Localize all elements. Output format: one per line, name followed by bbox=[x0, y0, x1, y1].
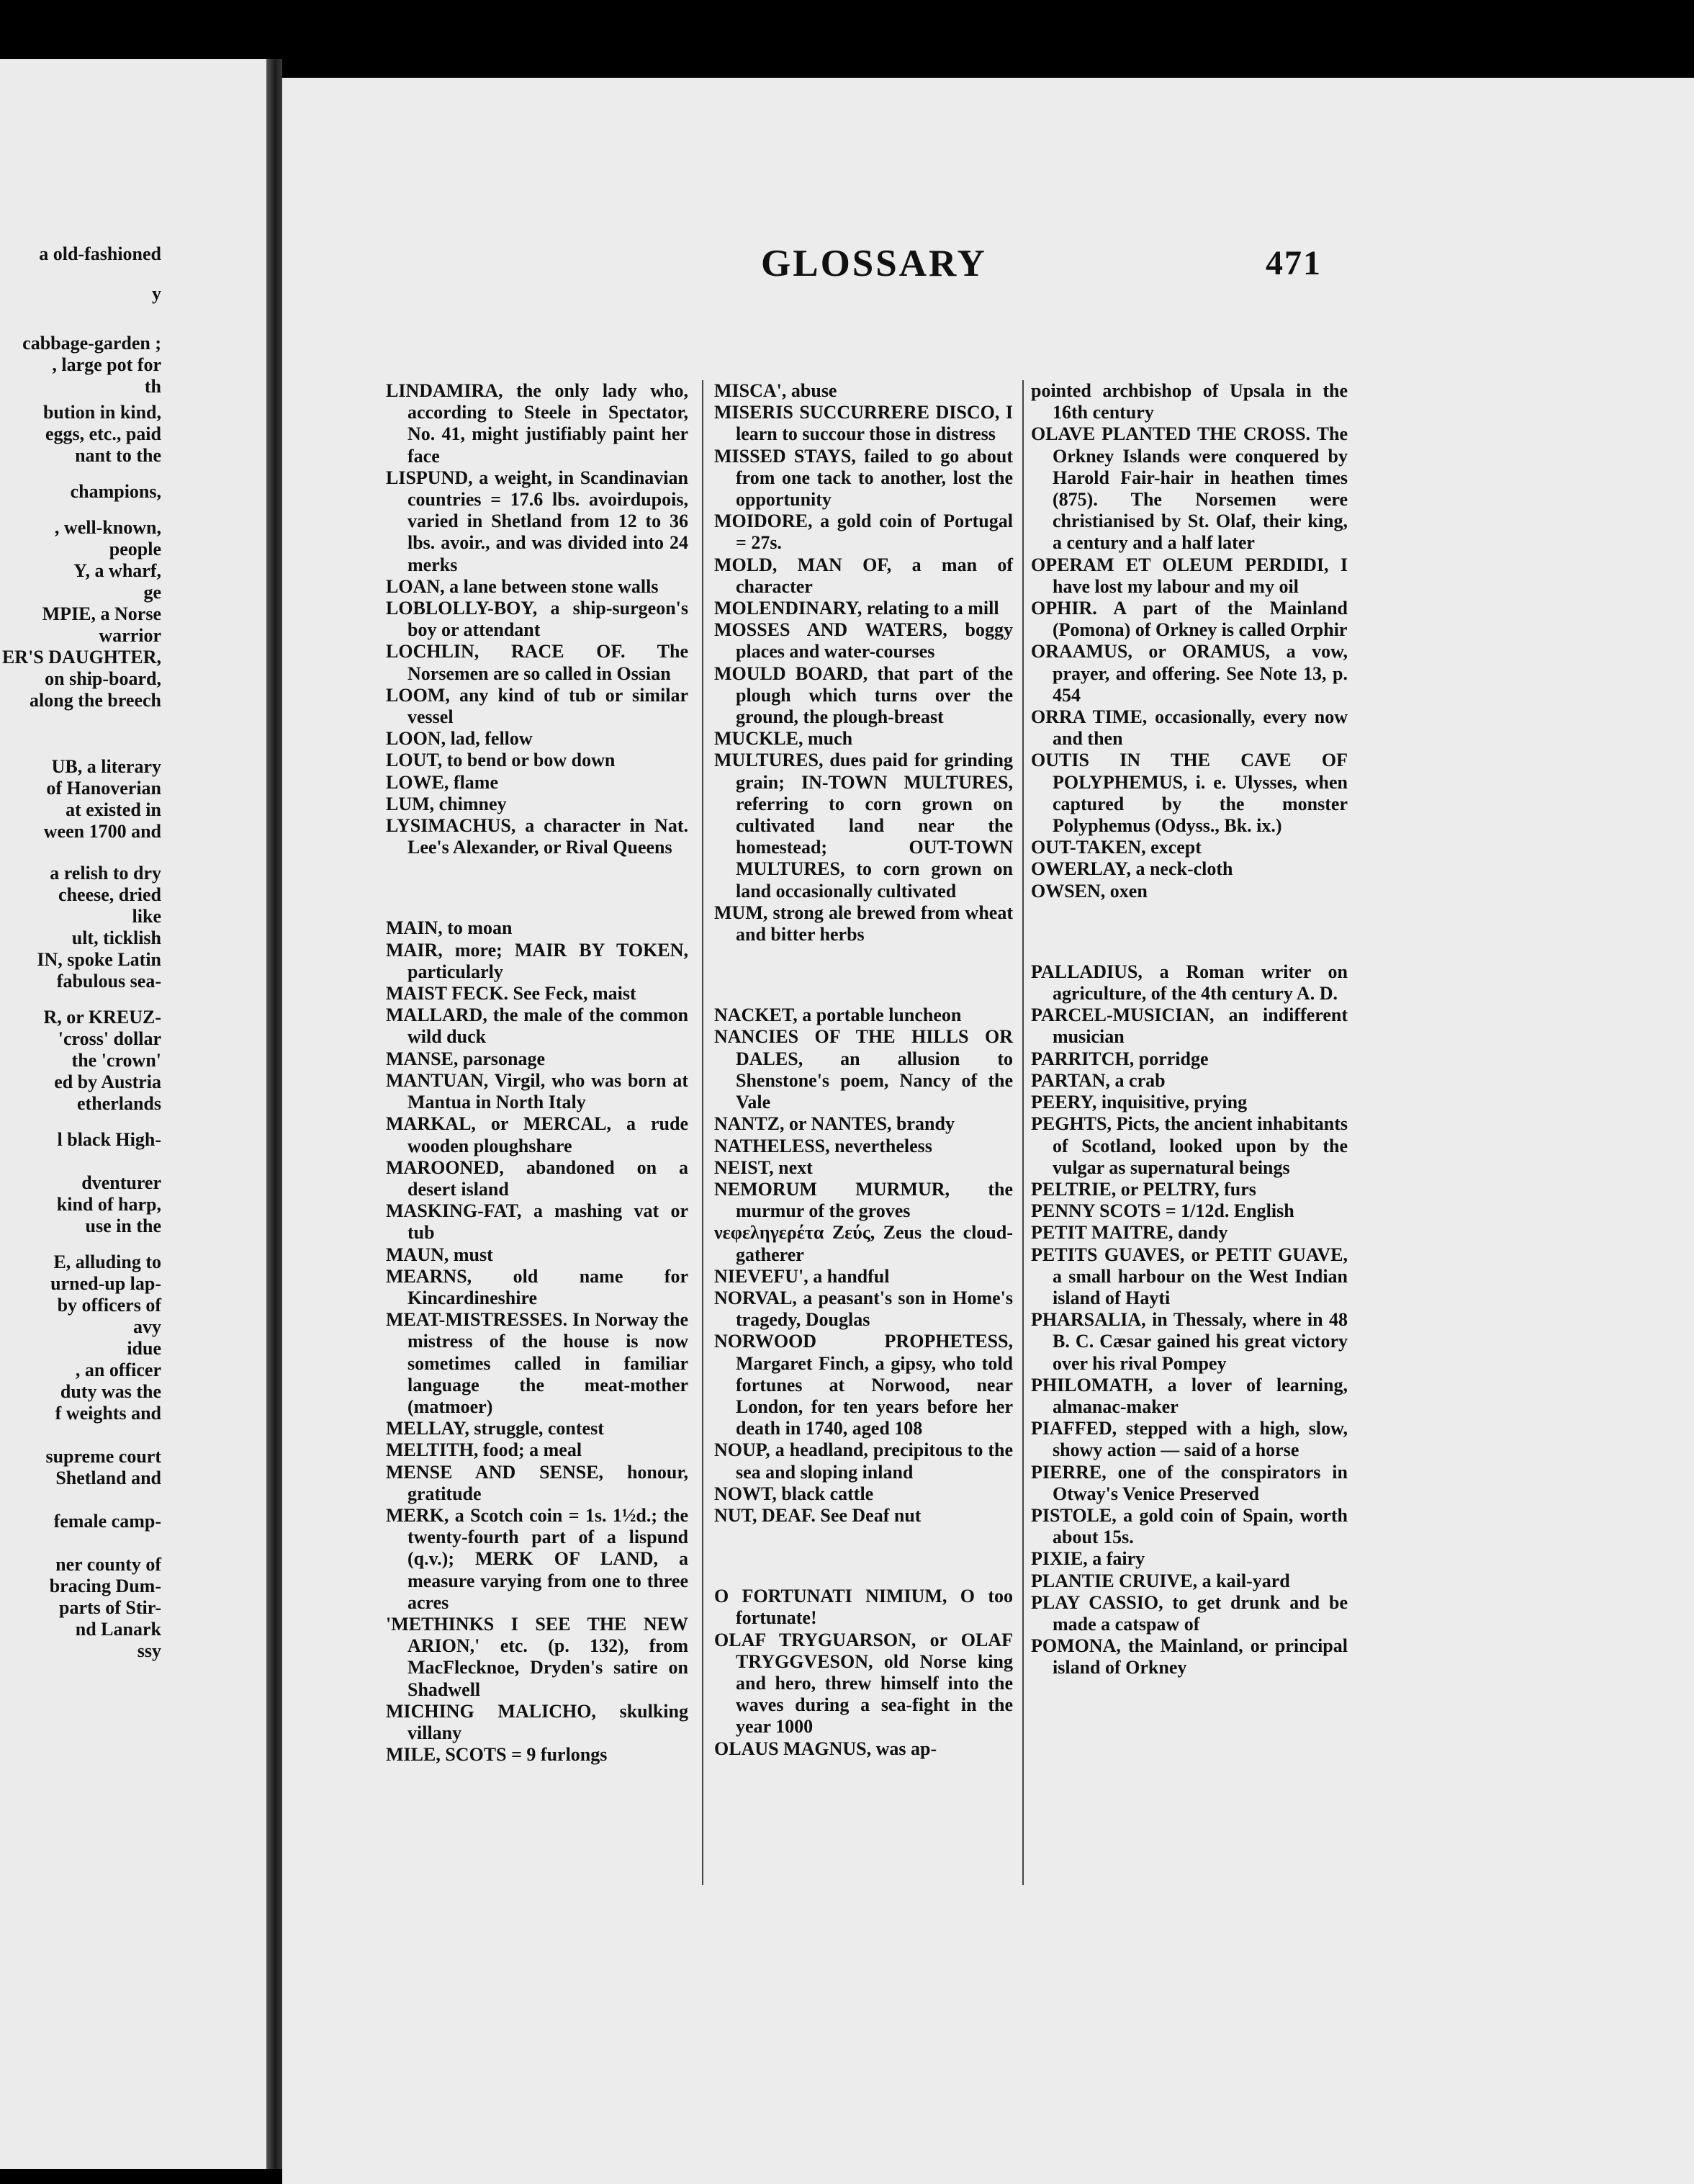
left-page-line: ge bbox=[143, 582, 161, 603]
glossary-entry: O FORTUNATI NIMIUM, O too fortunate! bbox=[714, 1586, 1013, 1629]
page-title: GLOSSARY bbox=[761, 243, 987, 284]
glossary-entry: LYSIMACHUS, a character in Nat. Lee's Alexander, or Rival Queens bbox=[386, 815, 688, 858]
glossary-column-2 bbox=[714, 380, 1013, 1760]
glossary-entry: PARRITCH, porridge bbox=[1031, 1048, 1209, 1069]
glossary-entry: PEGHTS, Picts, the ancient inhabitants of Scotland, looked upon by the vulgar as supernatural beings bbox=[1031, 1113, 1348, 1178]
left-page-line: bution in kind, bbox=[42, 402, 161, 423]
glossary-entry: pointed archbishop of Upsala in the 16th century bbox=[1031, 380, 1348, 423]
glossary-entry: LOOM, any kind of tub or similar vessel bbox=[386, 684, 688, 728]
left-page-line: ween 1700 and bbox=[43, 821, 161, 842]
glossary-page bbox=[282, 78, 1694, 2184]
glossary-entry: 'METHINKS I SEE THE NEW ARION,' etc. (p. 132), from MacFlecknoe, Dryden's satire on Shadwell bbox=[386, 1613, 688, 1700]
glossary-entry: MOLD, MAN OF, a man of character bbox=[714, 554, 1013, 597]
left-page-line: Y, a wharf, bbox=[73, 560, 161, 581]
left-page-line: on ship-board, bbox=[45, 668, 161, 689]
left-page-line: fabulous sea- bbox=[56, 971, 161, 992]
left-page-fragment bbox=[0, 59, 266, 2169]
glossary-entry: PISTOLE, a gold coin of Spain, worth about 15s. bbox=[1031, 1504, 1348, 1548]
glossary-entry: LOCHLIN, RACE OF. The Norsemen are so called in Ossian bbox=[386, 641, 688, 684]
section-break bbox=[714, 1545, 1013, 1567]
glossary-entry: POMONA, the Mainland, or principal island of Orkney bbox=[1031, 1635, 1348, 1679]
glossary-entry: PLANTIE CRUIVE, a kail-yard bbox=[1031, 1570, 1290, 1591]
glossary-entry: NACKET, a portable luncheon bbox=[714, 1005, 962, 1026]
left-page-line: use in the bbox=[85, 1215, 161, 1236]
glossary-entry: MOULD BOARD, that part of the plough which turns over the ground, the plough-breast bbox=[714, 662, 1013, 728]
glossary-entry: PIXIE, a fairy bbox=[1031, 1548, 1145, 1570]
glossary-entry: OUT-TAKEN, except bbox=[1031, 837, 1202, 858]
left-page-line: along the breech bbox=[30, 690, 161, 711]
glossary-entry: MENSE AND SENSE, honour, gratitude bbox=[386, 1461, 688, 1504]
glossary-entry: NANCIES OF THE HILLS OR DALES, an allusion to Shenstone's poem, Nancy of the Vale bbox=[714, 1026, 1013, 1113]
glossary-entry: PELTRIE, or PELTRY, furs bbox=[1031, 1178, 1256, 1200]
glossary-entry: MOLENDINARY, relating to a mill bbox=[714, 598, 999, 619]
glossary-entry: MAROONED, abandoned on a desert island bbox=[386, 1156, 688, 1200]
left-page-line: warrior bbox=[99, 625, 161, 646]
glossary-entry: MAIST FECK. See Feck, maist bbox=[386, 983, 636, 1005]
glossary-entry: MOSSES AND WATERS, boggy places and water-courses bbox=[714, 619, 1013, 662]
left-page-line: at existed in bbox=[66, 799, 161, 820]
left-page-line: ssy bbox=[137, 1640, 161, 1661]
glossary-entry: NATHELESS, nevertheless bbox=[714, 1135, 932, 1156]
glossary-entry: PENNY SCOTS = 1/12d. English bbox=[1031, 1200, 1294, 1222]
glossary-entry: PARCEL-MUSICIAN, an indifferent musician bbox=[1031, 1005, 1348, 1048]
glossary-entry: MASKING-FAT, a mashing vat or tub bbox=[386, 1200, 688, 1244]
glossary-entry: NORVAL, a peasant's son in Home's tragedy, Douglas bbox=[714, 1287, 1013, 1331]
left-page-line: l black High- bbox=[57, 1129, 161, 1150]
left-page-line: by officers of bbox=[57, 1295, 161, 1316]
glossary-entry: PETIT MAITRE, dandy bbox=[1031, 1222, 1228, 1244]
left-page-line: the 'crown' bbox=[71, 1050, 161, 1071]
glossary-entry: PHARSALIA, in Thessaly, where in 48 B. C. Cæsar gained his great victory over his rival Pompey bbox=[1031, 1309, 1348, 1374]
left-page-line: supreme court bbox=[45, 1446, 161, 1467]
glossary-entry: NUT, DEAF. See Deaf nut bbox=[714, 1504, 922, 1526]
glossary-entry: OLAF TRYGUARSON, or OLAF TRYGGVESON, old Norse king and hero, threw himself into the waves during a sea-fight in the year 1000 bbox=[714, 1629, 1013, 1738]
glossary-entry: MAIR, more; MAIR BY TOKEN, particularly bbox=[386, 939, 688, 982]
section-break bbox=[1031, 921, 1348, 943]
glossary-column-1 bbox=[386, 380, 688, 1766]
left-page-line: R, or KREUZ- bbox=[43, 1007, 161, 1028]
glossary-entry: MAUN, must bbox=[386, 1244, 493, 1265]
glossary-entry: OPERAM ET OLEUM PERDIDI, I have lost my labour and my oil bbox=[1031, 554, 1348, 597]
left-page-line: ER'S DAUGHTER, bbox=[1, 647, 161, 668]
glossary-entry: OWSEN, oxen bbox=[1031, 880, 1148, 902]
glossary-entry: ORAAMUS, or ORAMUS, a vow, prayer, and offering. See Note 13, p. 454 bbox=[1031, 641, 1348, 706]
glossary-entry: MULTURES, dues paid for grinding grain; IN-TOWN MULTURES, referring to corn grown on cultivated land near the homestead; OUT-TOWN MULTURES, to corn grown on land occasionally cultivated bbox=[714, 750, 1013, 902]
left-page-line: , large pot for bbox=[52, 354, 161, 375]
glossary-entry: NEMORUM MURMUR, the murmur of the groves bbox=[714, 1178, 1013, 1222]
glossary-entry: PETITS GUAVES, or PETIT GUAVE, a small harbour on the West Indian island of Hayti bbox=[1031, 1244, 1348, 1308]
glossary-entry: MICHING MALICHO, skulking villany bbox=[386, 1700, 688, 1743]
left-page-line: people bbox=[109, 539, 161, 560]
left-page-line: Shetland and bbox=[55, 1468, 161, 1488]
glossary-entry: PLAY CASSIO, to get drunk and be made a catspaw of bbox=[1031, 1591, 1348, 1635]
glossary-entry: MILE, SCOTS = 9 furlongs bbox=[386, 1744, 608, 1766]
book-gutter bbox=[266, 59, 282, 2169]
glossary-entry: MEARNS, old name for Kincardineshire bbox=[386, 1265, 688, 1308]
glossary-entry: NEIST, next bbox=[714, 1156, 813, 1178]
left-page-line: eggs, etc., paid bbox=[45, 423, 161, 444]
glossary-entry: PEERY, inquisitive, prying bbox=[1031, 1092, 1248, 1113]
glossary-entry: LOON, lad, fellow bbox=[386, 728, 533, 750]
left-page-line: female camp- bbox=[53, 1511, 161, 1532]
left-page-line: cabbage-garden ; bbox=[22, 333, 161, 354]
glossary-entry: MOIDORE, a gold coin of Portugal = 27s. bbox=[714, 511, 1013, 554]
glossary-entry: LUM, chimney bbox=[386, 793, 507, 814]
glossary-entry: NIEVEFU', a handful bbox=[714, 1265, 890, 1287]
glossary-entry: MISCA', abuse bbox=[714, 380, 837, 401]
glossary-entry: ORRA TIME, occasionally, every now and then bbox=[1031, 706, 1348, 750]
section-break bbox=[714, 964, 1013, 986]
glossary-entry: MEAT-MISTRESSES. In Norway the mistress of the house is now sometimes called in familiar language the meat-mother (matmoer) bbox=[386, 1309, 688, 1417]
glossary-entry: MARKAL, or MERCAL, a rude wooden ploughshare bbox=[386, 1113, 688, 1156]
glossary-entry: NOWT, black cattle bbox=[714, 1483, 874, 1504]
glossary-entry: OLAUS MAGNUS, was ap- bbox=[714, 1738, 937, 1759]
left-page-line: duty was the bbox=[60, 1381, 161, 1402]
glossary-entry: PIAFFED, stepped with a high, slow, showy action — said of a horse bbox=[1031, 1418, 1348, 1461]
left-page-line: a old-fashioned bbox=[39, 243, 161, 264]
left-page-line: of Hanoverian bbox=[46, 778, 161, 799]
column-divider bbox=[1022, 380, 1024, 1885]
glossary-entry: PHILOMATH, a lover of learning, almanac-maker bbox=[1031, 1374, 1348, 1417]
left-page-line: cheese, dried bbox=[58, 884, 161, 905]
glossary-entry: MUCKLE, much bbox=[714, 728, 853, 750]
left-page-line: ed by Austria bbox=[54, 1071, 161, 1092]
glossary-entry: LISPUND, a weight, in Scandinavian countries = 17.6 lbs. avoirdupois, varied in Shetland from 12 to 36 lbs. avoir., and was divided into 24 merks bbox=[386, 467, 688, 575]
left-page-line: nant to the bbox=[75, 445, 161, 466]
left-page-line: ult, ticklish bbox=[71, 927, 161, 948]
page-number: 471 bbox=[1266, 244, 1322, 282]
left-page-line: , an officer bbox=[75, 1360, 161, 1380]
left-page-line: IN, spoke Latin bbox=[37, 949, 161, 970]
left-page-line: UB, a literary bbox=[51, 756, 161, 777]
glossary-entry: PALLADIUS, a Roman writer on agriculture, of the 4th century A. D. bbox=[1031, 961, 1348, 1005]
glossary-entry: OWERLAY, a neck-cloth bbox=[1031, 858, 1233, 880]
column-divider bbox=[702, 380, 703, 1885]
left-page-line: avy bbox=[133, 1316, 161, 1337]
glossary-entry: MAIN, to moan bbox=[386, 917, 513, 939]
left-page-line: urned-up lap- bbox=[50, 1273, 161, 1294]
glossary-entry: OLAVE PLANTED THE CROSS. The Orkney Islands were conquered by Harold Fair-hair in heathen times (875). The Norsemen were christianised by St. Olaf, their king, a century and a half later bbox=[1031, 423, 1348, 554]
glossary-entry: MELTITH, food; a meal bbox=[386, 1439, 582, 1461]
left-page-line: nd Lanark bbox=[75, 1619, 161, 1640]
left-page-line: E, alluding to bbox=[53, 1251, 161, 1272]
glossary-entry: LINDAMIRA, the only lady who, according to Steele in Spectator, No. 41, might justifiably paint her face bbox=[386, 380, 688, 467]
glossary-entry: MERK, a Scotch coin = 1s. 1½d.; the twenty-fourth part of a lispund (q.v.); MERK OF LAND, a measure varying from one to three acres bbox=[386, 1504, 688, 1613]
glossary-entry: MISERIS SUCCURRERE DISCO, I learn to succour those in distress bbox=[714, 402, 1013, 445]
glossary-entry: MUM, strong ale brewed from wheat and bitter herbs bbox=[714, 902, 1013, 945]
left-page-line: bracing Dum- bbox=[49, 1576, 161, 1596]
glossary-entry: MANTUAN, Virgil, who was born at Mantua in North Italy bbox=[386, 1069, 688, 1113]
glossary-entry: MISSED STAYS, failed to go about from one tack to another, lost the opportunity bbox=[714, 445, 1013, 511]
glossary-column-3 bbox=[1031, 380, 1348, 1679]
left-page-line: ner county of bbox=[55, 1554, 161, 1575]
glossary-entry: LOAN, a lane between stone walls bbox=[386, 575, 659, 597]
left-page-line: etherlands bbox=[77, 1093, 161, 1114]
glossary-entry: νεφεληγερέτα Ζεύς, Zeus the cloud-gatherer bbox=[714, 1222, 1013, 1265]
left-page-line: idue bbox=[127, 1338, 161, 1359]
glossary-entry: LOWE, flame bbox=[386, 771, 498, 793]
glossary-entry: LOUT, to bend or bow down bbox=[386, 750, 616, 771]
left-page-line: kind of harp, bbox=[56, 1194, 161, 1215]
left-page-line: 'cross' dollar bbox=[58, 1028, 161, 1049]
glossary-entry: NANTZ, or NANTES, brandy bbox=[714, 1113, 955, 1135]
section-break bbox=[386, 877, 688, 899]
left-page-line: th bbox=[144, 376, 161, 397]
glossary-entry: MALLARD, the male of the common wild duck bbox=[386, 1005, 688, 1048]
glossary-entry: OPHIR. A part of the Mainland (Pomona) of Orkney is called Orphir bbox=[1031, 598, 1348, 641]
glossary-entry: MANSE, parsonage bbox=[386, 1048, 546, 1069]
left-page-line: MPIE, a Norse bbox=[42, 603, 161, 624]
left-page-line: dventurer bbox=[81, 1172, 161, 1193]
glossary-entry: NOUP, a headland, precipitous to the sea and sloping inland bbox=[714, 1439, 1013, 1483]
left-page-line: a relish to dry bbox=[50, 863, 161, 884]
glossary-entry: PIERRE, one of the conspirators in Otway's Venice Preserved bbox=[1031, 1461, 1348, 1504]
glossary-entry: MELLAY, struggle, contest bbox=[386, 1418, 604, 1439]
glossary-entry: OUTIS IN THE CAVE OF POLYPHEMUS, i. e. Ulysses, when captured by the monster Polyphemus (Odyss., Bk. ix.) bbox=[1031, 750, 1348, 837]
left-page-line: champions, bbox=[70, 481, 161, 502]
glossary-entry: PARTAN, a crab bbox=[1031, 1069, 1166, 1091]
left-page-line: parts of Stir- bbox=[58, 1597, 161, 1618]
left-page-line: y bbox=[152, 283, 161, 304]
left-page-line: f weights and bbox=[55, 1403, 161, 1424]
left-page-line: , well-known, bbox=[54, 517, 161, 538]
left-page-line: like bbox=[132, 906, 161, 927]
glossary-entry: LOBLOLLY-BOY, a ship-surgeon's boy or attendant bbox=[386, 598, 688, 641]
glossary-entry: NORWOOD PROPHETESS, Margaret Finch, a gipsy, who told fortunes at Norwood, near London, for ten years before her death in 1740, aged 108 bbox=[714, 1331, 1013, 1439]
